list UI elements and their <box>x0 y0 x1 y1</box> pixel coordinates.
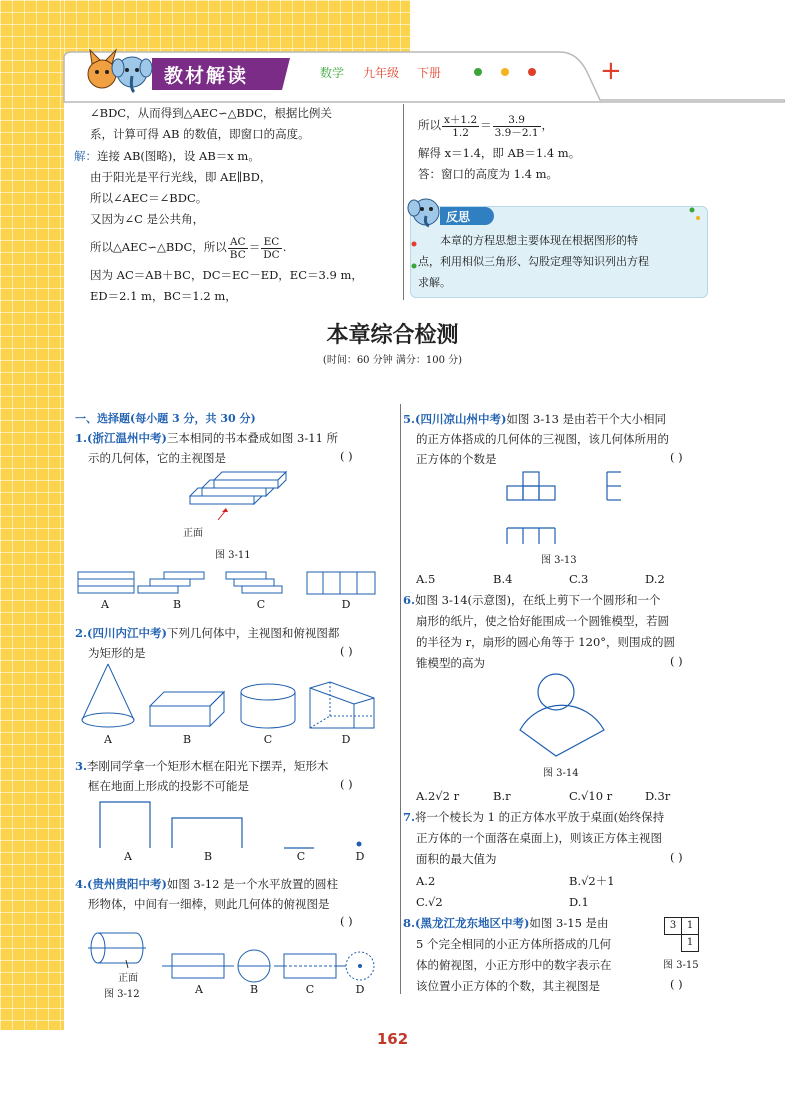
option-label: A <box>101 598 109 611</box>
choice: C.3 <box>569 572 589 586</box>
reflection-title: 反思 <box>446 210 471 224</box>
reflection-line: 本章的方程思想主要体现在根据图形的特 <box>440 234 638 247</box>
option-label: B <box>249 983 259 996</box>
question-source: (四川内江中考) <box>87 626 167 640</box>
frac-den: BC <box>229 248 246 261</box>
choice: A.2√2 r <box>416 789 460 803</box>
prev-line: 又因为∠C 是公共角， <box>90 212 205 226</box>
choice: A.5 <box>416 572 436 586</box>
option-label: B <box>203 850 213 863</box>
reflection-line: 点，利用相似三角形、勾股定理等知识列出方程 <box>418 255 649 268</box>
frac-num: AC <box>228 236 248 249</box>
solution-label: 解： <box>74 149 97 163</box>
prev-line: ED＝2.1 m，BC＝1.2 m， <box>90 289 237 303</box>
frac-den: DC <box>263 248 280 261</box>
fraction <box>442 114 479 139</box>
frac-num: x＋1.2 <box>444 113 478 126</box>
question-number: 3. <box>75 759 88 773</box>
question-text: 形物体，中间有一细棒，则此几何体的俯视图是 <box>88 897 330 911</box>
figure-caption: 图 3-14 <box>543 768 579 779</box>
prev-line: 所以∠AEC＝∠BDC。 <box>90 191 208 205</box>
page-number: 162 <box>376 1030 409 1048</box>
answer-paren: ( ) <box>340 644 353 658</box>
banner-title: 教材解读 <box>164 65 249 87</box>
question-text: 为矩形的是 <box>88 646 146 660</box>
left-margin-band <box>0 0 64 1030</box>
prev-line: 因为 AC＝AB＋BC，DC＝EC－ED，EC＝3.9 m， <box>90 268 363 282</box>
option-label: B <box>172 598 182 611</box>
option-label: C <box>296 850 306 863</box>
subject-label: 数学 <box>320 66 345 80</box>
question-text: 扇形的纸片，使之恰好能围成一个圆锥模型，若圆 <box>416 614 669 628</box>
section-meta: (时间：60 分钟 满分：100 分) <box>322 355 463 366</box>
prev-line: 答：窗口的高度为 1.4 m。 <box>418 167 559 181</box>
mascot-icon <box>84 50 154 94</box>
question-text: 体的俯视图，小正方形中的数字表示在 <box>416 958 612 972</box>
answer-paren: ( ) <box>340 449 353 463</box>
answer-paren: ( ) <box>670 450 683 464</box>
figure-caption: 图 3-11 <box>215 550 251 561</box>
figure-3-13 <box>505 472 635 542</box>
question-source: (四川凉山州中考) <box>415 412 507 426</box>
section-title: 本章综合检测 <box>326 323 459 348</box>
option-label: B <box>182 733 192 746</box>
frac-den: 3.9－2.1 <box>494 126 539 139</box>
choice: B.r <box>493 789 511 803</box>
option-label: A <box>104 733 112 746</box>
question-text: 该位置小正方体的个数，其主视图是 <box>416 979 600 993</box>
question-source: (黑龙江龙东地区中考) <box>415 916 530 930</box>
answer-paren: ( ) <box>340 777 353 791</box>
option-label: D <box>355 850 365 863</box>
section-part-label: 一、选择题(每小题 3 分，共 30 分) <box>75 412 256 425</box>
grid-cell: 1 <box>681 917 699 935</box>
question-text: 如图 3-15 是由 <box>529 916 609 930</box>
front-label: 正面 <box>118 973 138 984</box>
front-label: 正面 <box>183 528 203 539</box>
prev-line: ∠BDC，从而得到△AEC∽△BDC，根据比例关 <box>90 106 332 120</box>
question-text: 正方体的个数是 <box>416 452 497 466</box>
answer-paren: ( ) <box>670 850 683 864</box>
figure-caption: 图 3-15 <box>663 960 699 971</box>
column-divider <box>400 404 401 994</box>
column-divider <box>403 104 404 300</box>
question-number: 5. <box>403 412 416 426</box>
fraction <box>261 236 281 261</box>
figure-3-11 <box>180 470 300 520</box>
prev-line: 连接 AB(图略)，设 AB＝x m。 <box>97 149 260 163</box>
grid-cell: 1 <box>681 934 699 952</box>
question-text: 的正方体搭成的几何体的三视图，该几何体所用的 <box>416 432 669 446</box>
question-text: 如图 3-14(示意图)，在纸上剪下一个圆形和一个 <box>415 593 661 607</box>
q3-shadows <box>98 800 398 850</box>
option-label: A <box>124 850 132 863</box>
question-text: 5 个完全相同的小正方体所搭成的几何 <box>416 937 611 951</box>
question-text: 李刚同学拿一个矩形木框在阳光下摆弄，矩形木 <box>87 759 329 773</box>
choice: C.√2 <box>416 895 443 909</box>
volume-label: 下册 <box>417 66 442 80</box>
option-label: D <box>341 598 351 611</box>
question-number: 2. <box>75 626 88 640</box>
reflection-dots <box>406 200 706 300</box>
figure-caption: 图 3-12 <box>104 989 140 1000</box>
frac-num: EC <box>261 236 281 249</box>
option-label: C <box>305 983 315 996</box>
frac-den: 1.2 <box>452 126 469 139</box>
question-text: 的半径为 r，扇形的圆心角等于 120°，则围成的圆 <box>416 635 676 649</box>
choice: C.√10 r <box>569 789 613 803</box>
answer-paren: ( ) <box>340 914 353 928</box>
reflection-line: 求解。 <box>418 276 451 289</box>
plus-icon: + <box>600 56 622 86</box>
question-number: 1. <box>75 431 88 445</box>
fraction <box>493 114 541 139</box>
grade-label: 九年级 <box>363 66 400 80</box>
choice: D.3r <box>645 789 671 803</box>
grid-cell: 3 <box>664 917 682 935</box>
question-text: 框在地面上形成的投影不可能是 <box>88 779 249 793</box>
figure-caption: 图 3-13 <box>541 555 577 566</box>
option-label: C <box>263 733 273 746</box>
choice: B.√2＋1 <box>569 874 615 888</box>
answer-paren: ( ) <box>670 654 683 668</box>
question-number: 4. <box>75 877 88 891</box>
option-label: A <box>195 983 203 996</box>
question-text: 正方体的一个面落在桌面上)，则该正方体主视图 <box>416 831 662 845</box>
question-text: 示的几何体，它的主视图是 <box>88 451 226 465</box>
prev-line: 由于阳光是平行光线，即 AE∥BD， <box>90 170 272 184</box>
question-source: (浙江温州中考) <box>87 431 167 445</box>
choice: B.4 <box>493 572 513 586</box>
question-number: 7. <box>403 810 416 824</box>
choice: D.2 <box>645 572 665 586</box>
question-text: 锥模型的高为 <box>416 656 485 670</box>
frac-num: 3.9 <box>493 114 541 127</box>
figure-3-14 <box>512 672 622 762</box>
prev-line: 解得 x＝1.4，即 AB＝1.4 m。 <box>418 146 581 160</box>
question-number: 8. <box>403 916 416 930</box>
prev-line: 所以 <box>418 118 441 132</box>
choice: D.1 <box>569 895 589 909</box>
question-text: 如图 3-13 是由若干个大小相同 <box>506 412 667 426</box>
fraction <box>228 236 248 261</box>
question-text: 如图 3-12 是一个水平放置的圆柱 <box>166 877 339 891</box>
answer-paren: ( ) <box>670 977 683 991</box>
option-label: D <box>341 733 351 746</box>
figure-3-15-grid <box>664 917 698 951</box>
option-label: D <box>355 983 365 996</box>
q2-solids <box>78 662 388 732</box>
question-source: (贵州贵阳中考) <box>87 877 167 891</box>
question-text: 将一个棱长为 1 的正方体水平放于桌面(始终保持 <box>415 810 665 824</box>
option-label: C <box>256 598 266 611</box>
prev-line: 系，计算可得 AB 的数值，即窗口的高度。 <box>90 127 310 141</box>
prev-line: 所以△AEC∽△BDC，所以 <box>90 240 227 254</box>
question-number: 6. <box>403 593 416 607</box>
question-text: 面积的最大值为 <box>416 852 497 866</box>
question-text: 三本相同的书本叠成如图 3-11 所 <box>166 431 339 445</box>
choice: A.2 <box>416 874 436 888</box>
question-text: 下列几何体中，主视图和俯视图都 <box>166 626 340 640</box>
